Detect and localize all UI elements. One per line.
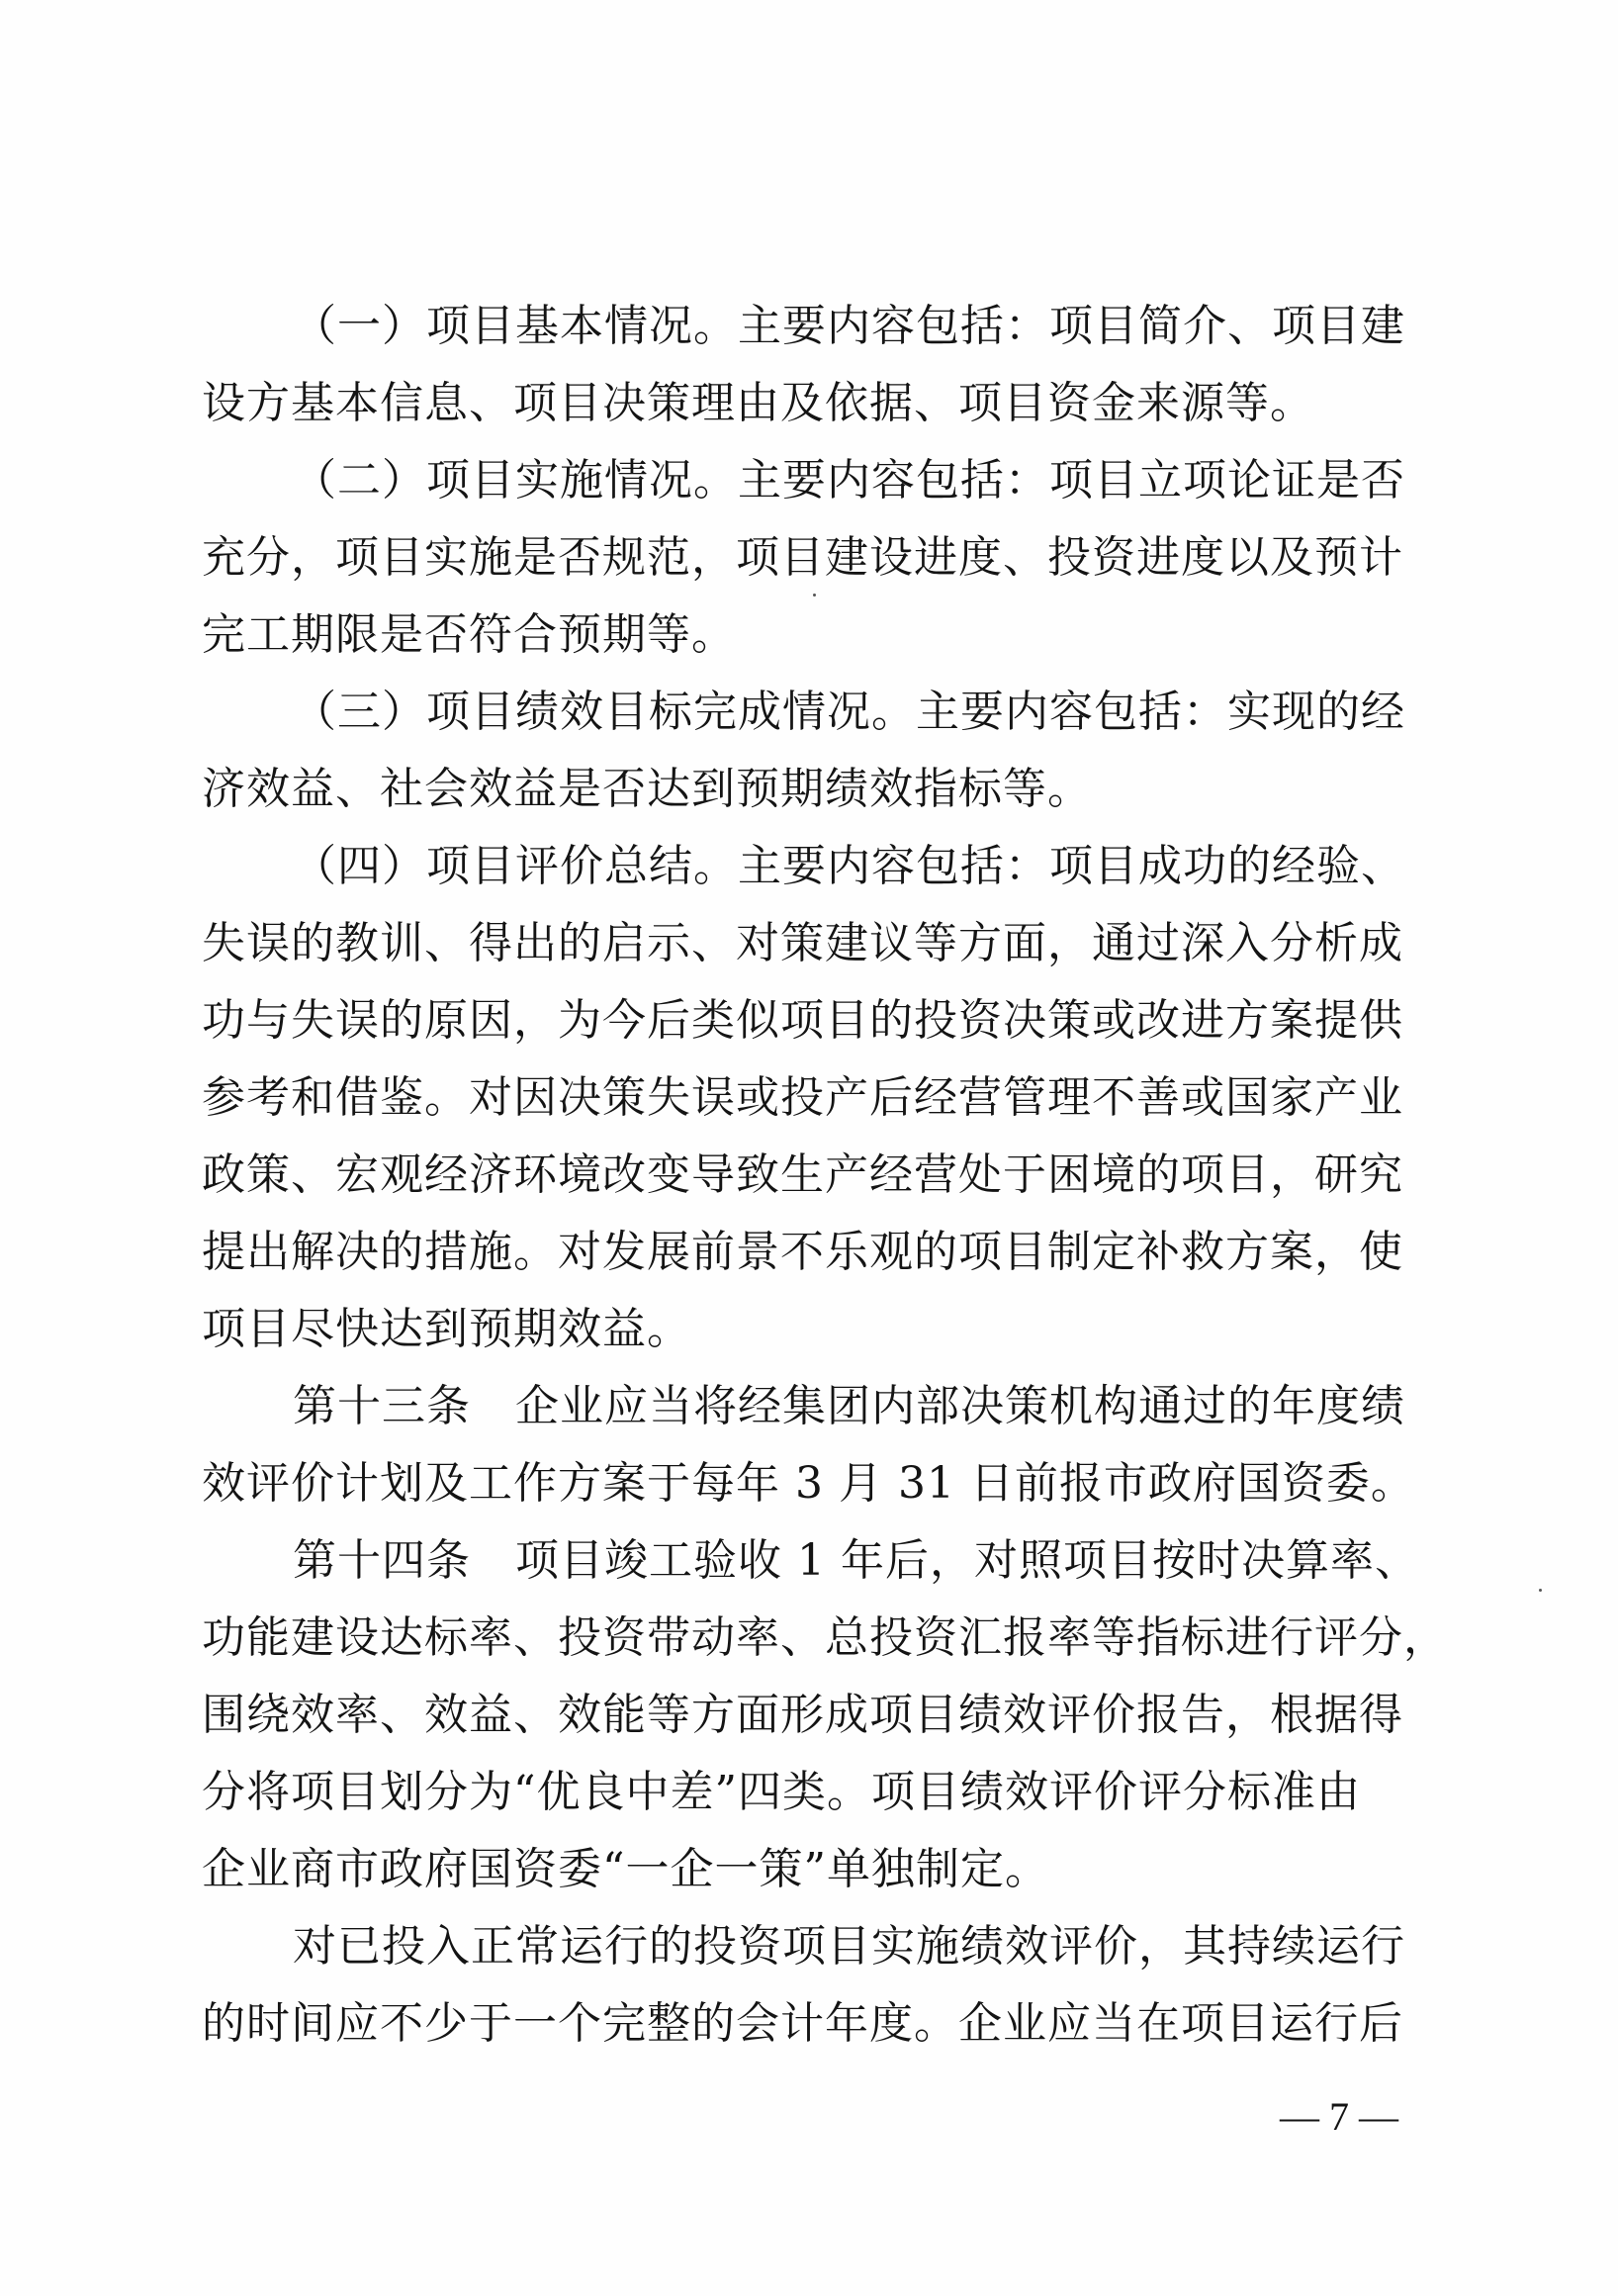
article-14-line-5: 企业商市政府国资委“一企一策”单独制定。: [202, 1844, 1049, 1894]
paragraph-4-line-2: 失误的教训、得出的启示、对策建议等方面，通过深入分析成: [202, 918, 1403, 968]
paragraph-2-line-1: （二）项目实施情况。主要内容包括：项目立项论证是否: [293, 455, 1405, 505]
scan-speck: [813, 594, 816, 597]
paragraph-1-line-1: （一）项目基本情况。主要内容包括：项目简介、项目建: [293, 301, 1405, 351]
paragraph-2-line-2: 充分，项目实施是否规范，项目建设进度、投资进度以及预计: [202, 532, 1403, 583]
article-14-line-1: 第十四条 项目竣工验收 1 年后，对照项目按时决算率、: [293, 1535, 1419, 1586]
paragraph-4-line-1: （四）项目评价总结。主要内容包括：项目成功的经验、: [293, 841, 1405, 891]
article-14-line-3: 围绕效率、效益、效能等方面形成项目绩效评价报告，根据得: [202, 1690, 1403, 1740]
article-13-line-2: 效评价计划及工作方案于每年 3 月 31 日前报市政府国资委。: [202, 1458, 1415, 1509]
paragraph-4-line-7: 项目尽快达到预期效益。: [202, 1304, 691, 1354]
paragraph-5-line-1: 对已投入正常运行的投资项目实施绩效评价，其持续运行: [293, 1921, 1405, 1972]
article-14-line-4: 分将项目划分为“优良中差”四类。项目绩效评价评分标准由: [202, 1767, 1361, 1817]
paragraph-3-line-2: 济效益、社会效益是否达到预期绩效指标等。: [202, 764, 1092, 814]
paragraph-4-line-5: 政策、宏观经济环境改变导致生产经营处于困境的项目，研究: [202, 1149, 1403, 1200]
paragraph-1-line-2: 设方基本信息、项目决策理由及依据、项目资金来源等。: [202, 378, 1314, 428]
paragraph-4-line-6: 提出解决的措施。对发展前景不乐观的项目制定补救方案，使: [202, 1227, 1403, 1277]
paragraph-2-line-3: 完工期限是否符合预期等。: [202, 609, 736, 660]
scan-speck: [1539, 1589, 1542, 1592]
paragraph-3-line-1: （三）项目绩效目标完成情况。主要内容包括：实现的经: [293, 687, 1405, 737]
article-14-line-2: 功能建设达标率、投资带动率、总投资汇报率等指标进行评分，: [202, 1612, 1448, 1663]
page-number: — 7 —: [1280, 2094, 1398, 2139]
paragraph-5-line-2: 的时间应不少于一个完整的会计年度。企业应当在项目运行后: [202, 1998, 1403, 2049]
paragraph-4-line-4: 参考和借鉴。对因决策失误或投产后经营管理不善或国家产业: [202, 1072, 1403, 1123]
article-13-line-1: 第十三条 企业应当将经集团内部决策机构通过的年度绩: [293, 1381, 1405, 1431]
paragraph-4-line-3: 功与失误的原因，为今后类似项目的投资决策或改进方案提供: [202, 995, 1403, 1046]
